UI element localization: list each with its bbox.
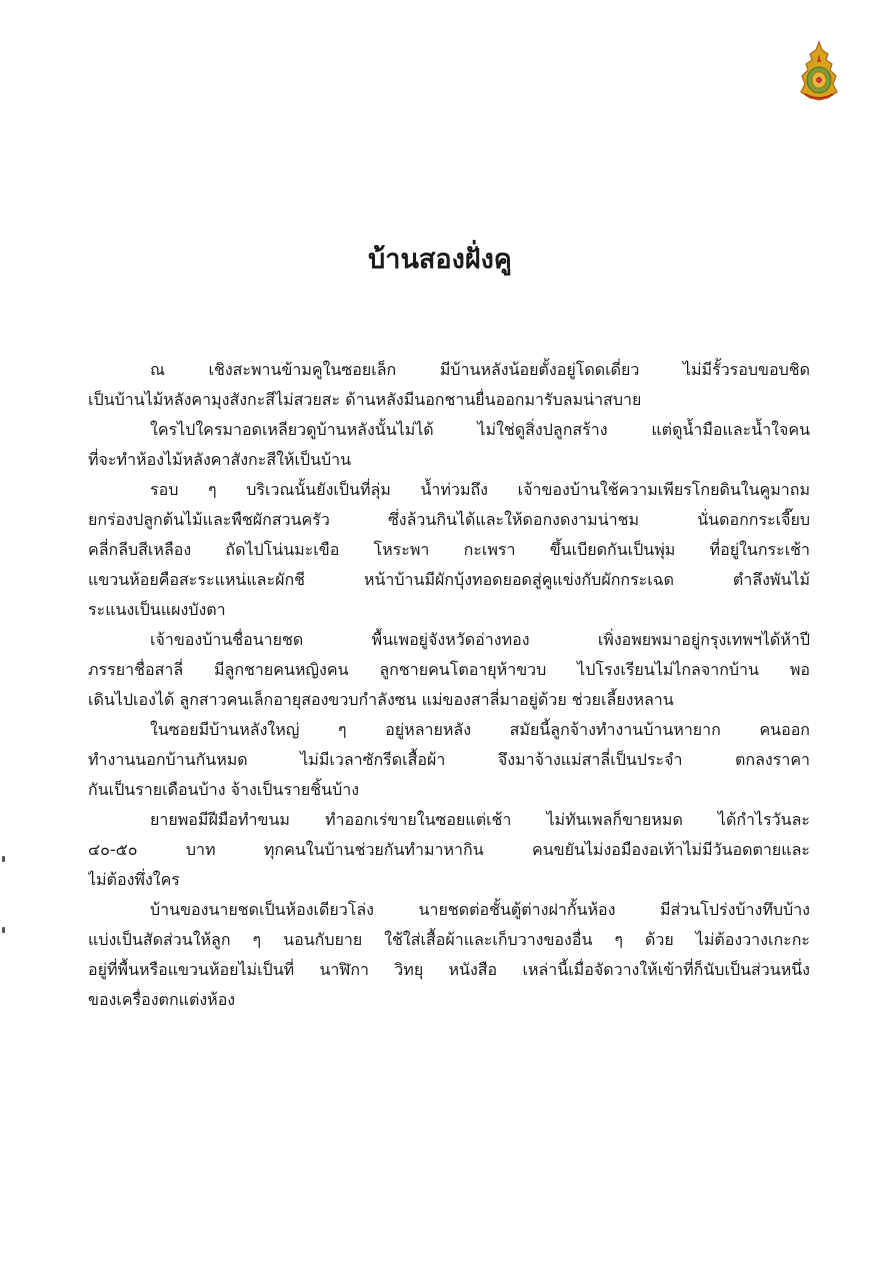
text-line: รอบ ๆ บริเวณนั้นยังเป็นที่ลุ่ม น้ำท่วมถึง เจ้าของบ้านใช้ความเพียรโกยดินในคูมาถม — [150, 480, 810, 499]
text-line: ใครไปใครมาอดเหลียวดูบ้านหลังนั้นไม่ได้ ไม่ใช่ดูสิ่งปลูกสร้าง แต่ดูน้ำมือและน้ำใจคน — [150, 420, 810, 439]
text-line: แบ่งเป็นสัดส่วนให้ลูก ๆ นอนกับยาย ใช้ใส่เสื้อผ้าและเก็บวางของอื่น ๆ ด้วย ไม่ต้องวางเกะกะ — [88, 930, 810, 949]
text-line: ณ เชิงสะพานข้ามคูในซอยเล็ก มีบ้านหลังน้อยตั้งอยู่โดดเดี่ยว ไม่มีรั้วรอบขอบชิด — [150, 360, 810, 379]
text-line: ในซอยมีบ้านหลังใหญ่ ๆ อยู่หลายหลัง สมัยนี้ลูกจ้างทำงานบ้านหายาก คนออก — [150, 720, 810, 739]
document-body — [88, 355, 810, 1015]
text-line: เป็นบ้านไม้หลังคามุงสังกะสีไม่สวยสะ ด้านหลังมีนอกชานยื่นออกมารับลมน่าสบาย — [88, 390, 642, 409]
text-line: ระแนงเป็นแผงบังตา — [88, 600, 226, 619]
thai-royal-emblem-icon — [795, 40, 843, 102]
text-line: ยกร่องปลูกต้นไม้และพืชผักสวนครัว ซึ่งล้วนกินได้และให้ดอกงดงามน่าชม นั่นดอกกระเจี๊ยบ — [88, 510, 810, 529]
text-line: ที่จะทำห้องไม้หลังคาสังกะสีให้เป็นบ้าน — [88, 450, 352, 469]
paragraph — [88, 355, 810, 415]
text-line: บ้านของนายชดเป็นห้องเดียวโล่ง นายชดต่อชั้นตู้ต่างฝากั้นห้อง มีส่วนโปร่งบ้างทึบบ้าง — [150, 900, 810, 919]
text-line: แขวนห้อยคือสะระแหน่และผักชี หน้าบ้านมีผักบุ้งทอดยอดสู่คูแข่งกับผักกระเฉด ตำลึงพันไม้ — [88, 570, 810, 589]
text-line: ยายพอมีฝีมือทำขนม ทำออกเร่ขายในซอยแต่เช้า ไม่ทันเพลก็ขายหมด ได้กำไรวันละ — [150, 810, 810, 829]
text-line: ของเครื่องตกแต่งห้อง — [88, 990, 236, 1009]
text-line: อยู่ที่พื้นหรือแขวนห้อยไม่เป็นที่ นาฬิกา วิทยุ หนังสือ เหล่านี้เมื่อจัดวางให้เข้าที่ก็นับเป็นส่วนหนึ่ง — [88, 960, 810, 979]
text-line: ทำงานนอกบ้านกันหมด ไม่มีเวลาซักรีดเสื้อผ้า จึงมาจ้างแม่สาลี่เป็นประจำ ตกลงราคา — [88, 750, 810, 769]
paragraph — [88, 715, 810, 805]
paragraph — [88, 415, 810, 475]
text-line: เจ้าของบ้านชื่อนายชด พื้นเพอยู่จังหวัดอ่างทอง เพิ่งอพยพมาอยู่กรุงเทพฯได้ห้าปี — [150, 630, 810, 649]
paragraph — [88, 805, 810, 895]
paragraph — [88, 895, 810, 1015]
paragraph — [88, 475, 810, 625]
text-line: คลี่กลีบสีเหลือง ถัดไปโน่นมะเขือ โหระพา กะเพรา ขึ้นเบียดกันเป็นพุ่ม ที่อยู่ในกระเช้า — [88, 540, 810, 559]
text-line: กันเป็นรายเดือนบ้าง จ้างเป็นรายชิ้นบ้าง — [88, 780, 360, 799]
text-line: ๔๐-๕๐ บาท ทุกคนในบ้านช่วยกันทำมาหากิน คนขยันไม่งอมืองอเท้าไม่มีวันอดตายและ — [88, 840, 810, 859]
text-line: ภรรยาชื่อสาลี่ มีลูกชายคนหญิงคน ลูกชายคนโตอายุห้าขวบ ไปโรงเรียนไม่ไกลจากบ้าน พอ — [88, 660, 810, 679]
scan-artifact — [2, 927, 5, 933]
text-line: ไม่ต้องพึ่งใคร — [88, 870, 180, 889]
text-line: เดินไปเองได้ ลูกสาวคนเล็กอายุสองขวบกำลังซน แม่ของสาลี่มาอยู่ด้วย ช่วยเลี้ยงหลาน — [88, 690, 674, 709]
paragraph — [88, 625, 810, 715]
scan-artifact — [2, 856, 5, 862]
document-title: บ้านสองฝั่งคู — [368, 244, 512, 275]
